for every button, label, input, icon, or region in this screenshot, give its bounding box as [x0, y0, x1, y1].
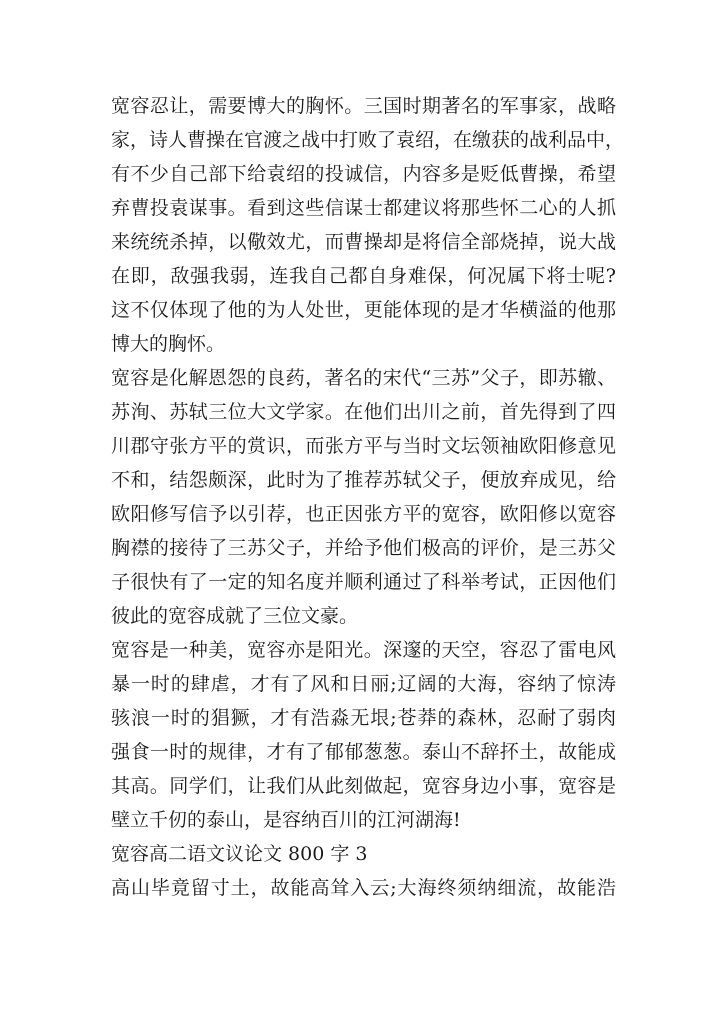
text-line: 彼此的宽容成就了三位文豪。	[111, 605, 359, 627]
text-line: 有不少自己部下给袁绍的投诚信，内容多是贬低曹操，希望	[111, 163, 616, 185]
text-line: 来统统杀掉，以儆效尤，而曹操却是将信全部烧掉，说大战	[111, 231, 616, 253]
text-line: 壁立千仞的泰山，是容纳百川的江河湖海!	[111, 809, 461, 831]
text-line: 其高。同学们，让我们从此刻做起，宽容身边小事，宽容是	[111, 775, 616, 797]
text-line: 不和，结怨颇深，此时为了推荐苏轼父子，便放弃成见，给	[111, 469, 616, 491]
paragraph-3	[111, 633, 616, 837]
text-line: 暴一时的肆虐，才有了风和日丽;辽阔的大海，容纳了惊涛	[111, 673, 616, 695]
text-line: 欧阳修写信予以引荐，也正因张方平的宽容，欧阳修以宽容	[111, 503, 616, 525]
text-line: 在即，敌强我弱，连我自己都自身难保，何况属下将士呢?	[111, 265, 616, 287]
text-line: 宽容是一种美，宽容亦是阳光。深邃的天空，容忍了雷电风	[111, 639, 616, 661]
paragraph-1	[111, 89, 625, 361]
document-page	[111, 89, 625, 905]
text-line: 博大的胸怀。	[111, 333, 226, 355]
text-line: 弃曹投袁谋事。看到这些信谋士都建议将那些怀二心的人抓	[111, 197, 616, 219]
text-line: 川郡守张方平的赏识，而张方平与当时文坛领袖欧阳修意见	[111, 435, 616, 457]
text-line: 高山毕竟留寸土，故能高耸入云;大海终须纳细流，故能浩	[111, 877, 616, 899]
text-line: 骇浪一时的猖獗，才有浩淼无垠;苍莽的森林，忍耐了弱肉	[111, 707, 616, 729]
text-line: 子很快有了一定的知名度并顺利通过了科举考试，正因他们	[111, 571, 616, 593]
text-line: 苏洵、苏轼三位大文学家。在他们出川之前，首先得到了四	[111, 401, 616, 423]
paragraph-4	[111, 871, 616, 905]
text-line: 宽容是化解恩怨的良药，著名的宋代“三苏”父子，即苏辙、	[111, 367, 616, 389]
text-line: 宽容忍让，需要博大的胸怀。三国时期著名的军事家，战略	[111, 95, 616, 117]
text-line: 这不仅体现了他的为人处世，更能体现的是才华横溢的他那	[111, 299, 616, 321]
text-line: 家，诗人曹操在官渡之战中打败了袁绍，在缴获的战利品中，	[111, 129, 625, 151]
text-line: 强食一时的规律，才有了郁郁葱葱。泰山不辞抔土，故能成	[111, 741, 616, 763]
section-heading: 宽容高二语文议论文 800 字 3	[111, 843, 368, 865]
text-line: 胸襟的接待了三苏父子，并给予他们极高的评价，是三苏父	[111, 537, 616, 559]
paragraph-2	[111, 361, 616, 633]
